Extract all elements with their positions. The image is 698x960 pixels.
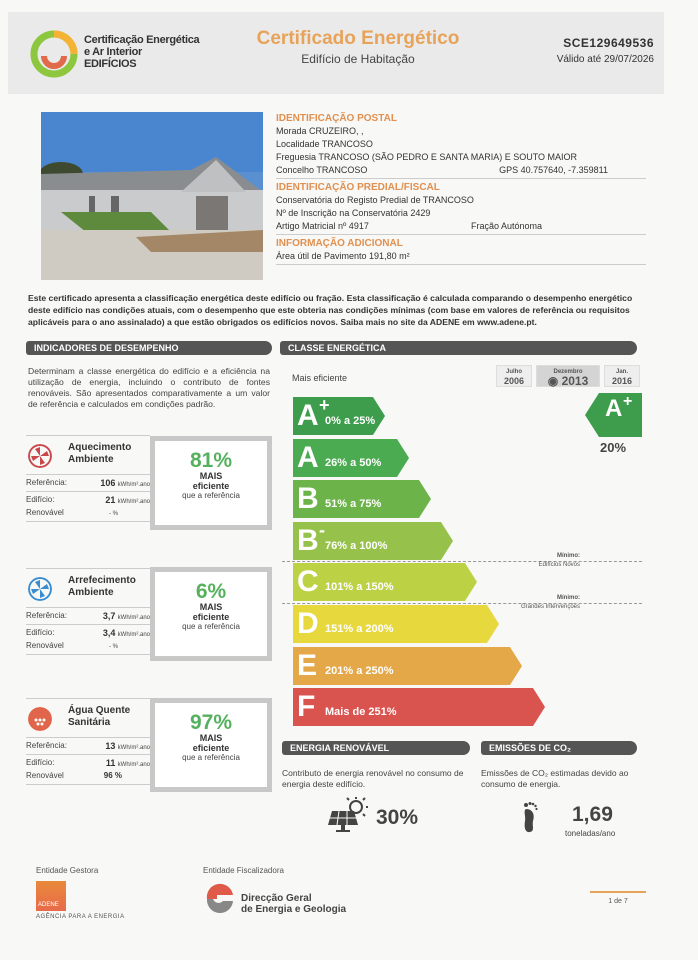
year-2016: Jan. 2016 bbox=[604, 365, 640, 387]
indicator-cooling: Arrefecimento Ambiente Referência: 3,7 kWh/m².ano Edifício: 3,4 kWh/m².ano Renovável - % bbox=[26, 568, 150, 655]
morada: Morada CRUZEIRO, , bbox=[276, 126, 364, 136]
conservatoria: Conservatória do Registo Predial de TRANCOSO bbox=[276, 195, 474, 205]
award-icon: ◉ bbox=[547, 374, 559, 388]
indicators-description: Determinam a classe energética do edifício e a eficiência na utilização de energia, incluindo o contributo de fontes renováveis. São apresentados comparativamente a um valor de referência e calculados em condições padrão. bbox=[28, 366, 270, 409]
identification-section bbox=[276, 112, 646, 267]
logo-text: Certificação Energética e Ar Interior EDIFÍCIOS bbox=[84, 34, 200, 70]
indicators-heading: INDICADORES DE DESEMPENHO bbox=[26, 341, 272, 355]
emissions-heading: EMISSÕES DE CO₂ bbox=[481, 741, 637, 755]
dgeg-logo-icon bbox=[203, 881, 237, 915]
efficiency-hot-water: 97% MAIS eficiente que a referência bbox=[150, 698, 272, 792]
renewable-description: Contributo de energia renovável no consumo de energia deste edifício. bbox=[282, 768, 464, 789]
shower-icon bbox=[28, 707, 52, 731]
year-2006: Julho 2006 bbox=[496, 365, 532, 387]
gps: GPS 40.757640, -7.359811 bbox=[499, 165, 608, 175]
indicator-heating: Aquecimento Ambiente Referência: 106 kWh/m².ano Edifício: 21 kWh/m².ano Renovável - % bbox=[26, 435, 150, 522]
min-interv-label: Mínimo: Grandes Intervenções bbox=[520, 595, 580, 610]
mais-eficiente-label: Mais eficiente bbox=[292, 373, 348, 383]
postal-heading: IDENTIFICAÇÃO POSTAL bbox=[276, 113, 397, 124]
page-title: Certificado Energético bbox=[256, 28, 460, 49]
fan-cooling-icon bbox=[28, 577, 52, 601]
fracao: Fração Autónoma bbox=[470, 221, 542, 231]
min-new-label: Mínimo: Edifícios Novos bbox=[538, 553, 580, 568]
min-interv-line bbox=[282, 603, 642, 604]
gestora-label: Entidade Gestora bbox=[36, 866, 99, 875]
artigo: Artigo Matricial nº 4917 bbox=[276, 221, 369, 231]
result-class-badge: A + bbox=[585, 393, 642, 437]
page-number: 1 de 7 bbox=[590, 891, 646, 905]
dgeg-name: Direcção Geral de Energia e Geologia bbox=[241, 893, 347, 915]
page-subtitle: Edifício de Habitação bbox=[301, 52, 415, 66]
footprint-icon bbox=[521, 801, 541, 833]
intro-text: Este certificado apresenta a classificação energética deste edifício ou fração. Esta classificação é calculada comparando o desempenho energético deste edifício nas condições atuais, com o desempenho que este obteria nas condições mínimas (com base em valores de referência ou requisitos aplicáveis para o ano assinalado) a que estão obrigados os edifícios novos. Saiba mais no site da ADENE em www.adene.pt. bbox=[28, 293, 633, 327]
sce-logo-icon bbox=[30, 30, 78, 78]
inscricao: Nº de Inscrição na Conservatória 2429 bbox=[276, 208, 431, 218]
adicional-heading: INFORMAÇÃO ADICIONAL bbox=[276, 238, 403, 249]
year-2013: Dezembro ◉ 2013 bbox=[536, 365, 600, 387]
emissions-value: 1,69 bbox=[572, 803, 613, 826]
header bbox=[8, 12, 664, 94]
certificate-id: SCE129649536 bbox=[563, 36, 654, 50]
predial-heading: IDENTIFICAÇÃO PREDIAL/FISCAL bbox=[276, 182, 440, 193]
indicator-hot-water: Água Quente Sanitária Referência: 13 kWh/m².ano Edifício: 11 kWh/m².ano Renovável 96 % bbox=[26, 698, 150, 785]
solar-panel-icon bbox=[326, 797, 370, 833]
fiscal-label: Entidade Fiscalizadora bbox=[203, 866, 284, 875]
efficiency-heating: 81% MAIS eficiente que a referência bbox=[150, 436, 272, 530]
concelho: Concelho TRANCOSO bbox=[276, 165, 368, 175]
efficiency-cooling: 6% MAIS eficiente que a referência bbox=[150, 567, 272, 661]
localidade: Localidade TRANCOSO bbox=[276, 139, 373, 149]
freguesia: Freguesia TRANCOSO (SÃO PEDRO E SANTA MARIA) E SOUTO MAIOR bbox=[276, 152, 578, 162]
min-new-line bbox=[282, 561, 642, 562]
building-photo bbox=[41, 112, 263, 280]
result-percentage: 20% bbox=[600, 440, 627, 455]
renewable-value: 30% bbox=[376, 806, 419, 829]
adene-logo: ADENE bbox=[36, 881, 66, 911]
valid-until: Válido até 29/07/2026 bbox=[556, 54, 654, 65]
adene-subtitle: AGÊNCIA PARA A ENERGIA bbox=[36, 914, 125, 920]
emissions-unit: toneladas/ano bbox=[565, 829, 616, 838]
year-selector bbox=[496, 365, 640, 387]
certificate-page: Certificação Energética e Ar Interior EDIFÍCIOS Certificado Energético Edifício de Habitação SCE129649536 Válido até 29/07/2026 IDENTIFICAÇÃO POSTAL Morada CRUZEIRO, , Localidade TRANCOSO Freguesia TRANCOSO (SÃO PEDRO E SANTA MARIA) E SOUTO MAIOR Concelho TRANCOSO GPS 40.757640, -7.359811 IDENTIFICAÇÃO PREDIAL/FISCAL Conservatória do Registo Predial de TRANCOSO Nº de Inscrição na Conservatória 2429 Artigo Matricial nº 4917 Fração Autónoma INFORMAÇÃO ADICIONAL Área útil de Pavimento 191,80 m² Este certificado apresenta a classificação energética deste edifício ou fração. Esta classificação é calculada comparando o desempenho energético deste edifício nas condições atuais, com o desempenho que este obteria nas condições mínimas (com base em valores de referência ou requisitos aplicáveis para o ano assinalado) a que estão obrigados os edifícios novos. Saiba mais no site da ADENE em www.adene.pt. INDICADORES DE DESEMPENHO CLASSE ENERGÉTICA Determinam a classe energética do edifício e a eficiência na utilização de energia, incluindo o contributo de fontes renováveis. São apresentados comparativamente a um valor de referência e calculados em condições padrão. Aquecimento Ambiente Referência: 106 kWh/m².ano Edifício: 21 kWh/m².ano Renovável - % 81% MAIS eficiente que a referência Arrefecimento Ambiente Referência: 3,7 kWh/m².ano Edifício: 3,4 kWh/m².ano Renovável - % 6% MAIS eficiente que a referência Água Quente Sanitária Referência: 13 kWh/m².ano Edifício: 11 kWh/m².ano Renovável 96 % 97% MAIS eficiente que a referência Mais eficiente Julho 2006 Dezembro ◉ 2013 Jan. 2016 A + 0% a 25% A 26% a 50% B 51% a 75% B - 76% a 100% C 101% a 150% D 151% a 200% E 201% a 250% F Mais de 251% Mínimo: Edifícios Novos Mínimo: Grandes Intervenções A + 20% ENERGIA RENOVÁVEL EMISSÕES DE CO₂ Contributo de energia renovável no consumo de energia deste edifício. Emissões de CO₂ estimadas devido ao consumo de energia. 30% 1,69 toneladas/ano Entidade Gestora ADENE AGÊNCIA PARA A ENERGIA Entidade Fiscalizadora Direcção Geral de Energia e Geologia 1 de 7 bbox=[0, 0, 698, 960]
energy-class-heading: CLASSE ENERGÉTICA bbox=[280, 341, 637, 355]
emissions-description: Emissões de CO₂ estimadas devido ao consumo de energia. bbox=[481, 768, 629, 789]
fan-heating-icon bbox=[28, 444, 52, 468]
renewable-heading: ENERGIA RENOVÁVEL bbox=[282, 741, 470, 755]
area: Área útil de Pavimento 191,80 m² bbox=[276, 251, 410, 261]
